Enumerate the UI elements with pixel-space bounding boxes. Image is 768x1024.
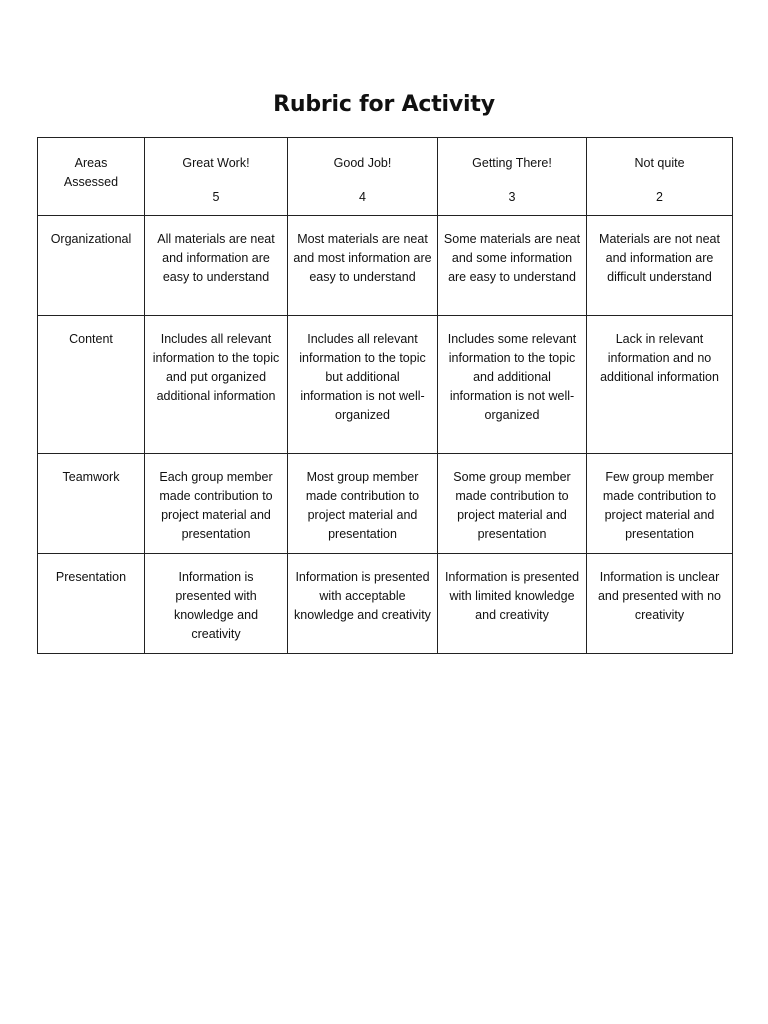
header-cell-great-work xyxy=(145,138,288,216)
table-row xyxy=(38,454,733,554)
area-cell-content: Content xyxy=(38,316,145,454)
table-cell: Includes some relevant information to the topic and additional information is not well-organized xyxy=(438,316,587,454)
area-cell-organizational: Organizational xyxy=(38,216,145,316)
header-row xyxy=(38,138,733,216)
level-score: 2 xyxy=(656,190,663,204)
table-row xyxy=(38,554,733,654)
level-score: 5 xyxy=(212,190,220,204)
header-cell-not-quite xyxy=(587,138,733,216)
level-label: Not quite xyxy=(634,156,685,170)
header-cell-good-job xyxy=(288,138,438,216)
area-cell-teamwork: Teamwork xyxy=(38,454,145,554)
table-cell: Some materials are neat and some information are easy to understand xyxy=(438,216,587,316)
table-cell: Information is unclear and presented with no creativity xyxy=(587,554,733,654)
area-cell-presentation: Presentation xyxy=(38,554,145,654)
level-label: Great Work! xyxy=(182,156,250,170)
table-cell: Includes all relevant information to the topic and put organized additional information xyxy=(145,316,288,454)
header-cell-getting-there xyxy=(438,138,587,216)
header-cell-areas-assessed xyxy=(38,138,145,216)
table-cell: Most materials are neat and most information are easy to understand xyxy=(288,216,438,316)
table-cell: Most group member made contribution to project material and presentation xyxy=(288,454,438,554)
table-row xyxy=(38,216,733,316)
level-score: 4 xyxy=(359,190,366,204)
table-cell: Some group member made contribution to project material and presentation xyxy=(438,454,587,554)
table-cell: Includes all relevant information to the topic but additional information is not well-organized xyxy=(288,316,438,454)
table-row xyxy=(38,316,733,454)
table-cell: Materials are not neat and information are difficult understand xyxy=(587,216,733,316)
level-label: Getting There! xyxy=(472,156,552,170)
table-cell: Information is presented with acceptable knowledge and creativity xyxy=(288,554,438,654)
page-title: Rubric for Activity xyxy=(273,92,495,117)
table-cell: All materials are neat and information are easy to understand xyxy=(145,216,288,316)
level-score: 3 xyxy=(508,190,516,204)
rubric-table xyxy=(37,137,733,654)
table-cell: Information is presented with limited knowledge and creativity xyxy=(438,554,587,654)
table-cell: Few group member made contribution to project material and presentation xyxy=(587,454,733,554)
table-cell: Lack in relevant information and no additional information xyxy=(587,316,733,454)
table-cell: Information is presented with knowledge and creativity xyxy=(145,554,288,654)
table-cell: Each group member made contribution to project material and presentation xyxy=(145,454,288,554)
level-label: Good Job! xyxy=(333,156,392,170)
header-areas-label: Areas Assessed xyxy=(63,156,119,189)
